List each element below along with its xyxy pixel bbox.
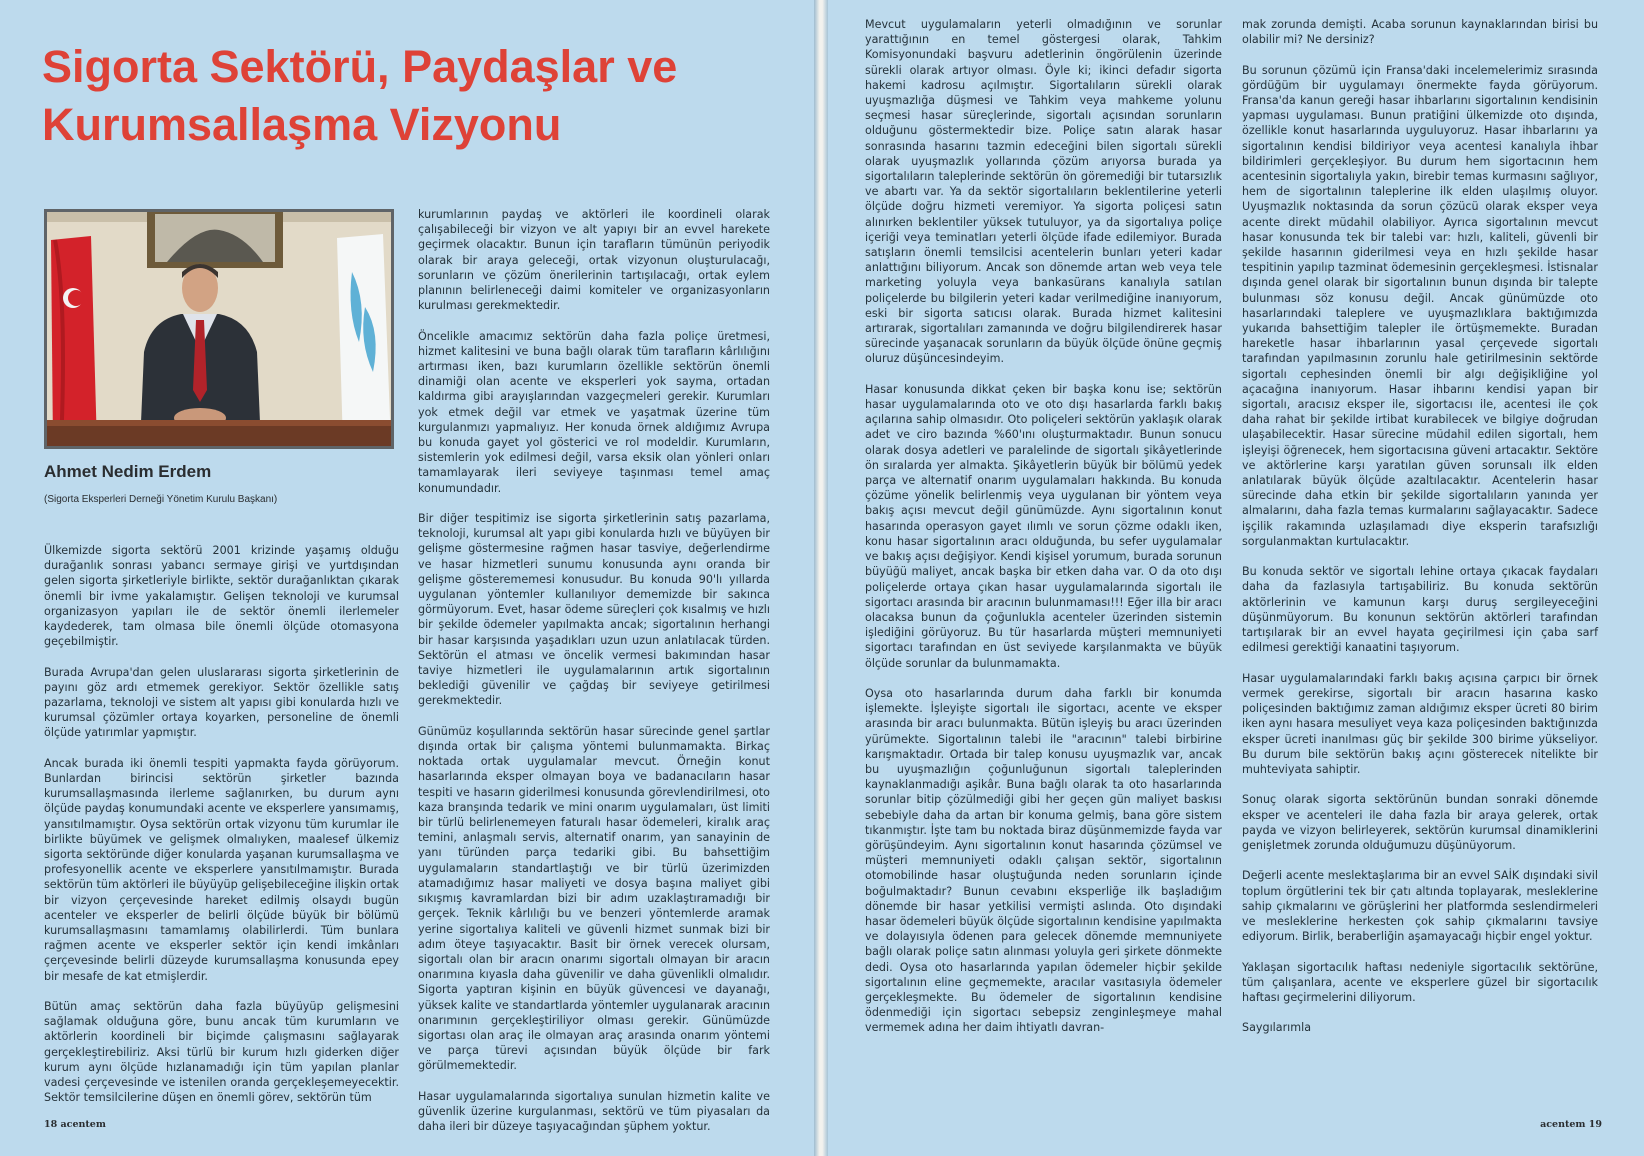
paragraph: Hasar konusunda dikkat çeken bir başka konu ise; sektörün hasar uygulamalarında oto ve oto dışı hasarlarda farklı bakış açılarına sahip olmasıdır. Oto poliçeleri sektörün yaklaşık olarak adet ve ciro bazında %60'ını oluşturmaktadır. Bunun sonucu olarak dosya adetleri ve paralelinde de sigortalı şikâyetlerinde ön sıralarda yer almakta. Şikâyetlerin büyük bir bölümü yedek parça ve alternatif onarım uygulamaları hakkında. Bu konuda çözüme yönelik belirlenmiş veya uygulanan bir yöntem veya bakış açısı mevcut değil günümüzde. Aynı sigortalının konut hasarında operasyon gayet ılımlı ve sorun çözme odaklı iken, konu hasar sigortalının aracı olduğunda, bu sefer uygulamalar ve bakış açısı değişiyor. Kendi kişisel yorumum, burada sorunun büyüğü maliyet, ancak başka bir etken daha var. O da oto dışı poliçelerde ortaya çıkan hasar uygulamalarında sigortalı ile sigortacı arasında bir aracının bulunmaması!!! Eğer illa bir aracı olacaksa bunun da çoğunlukla acenteler üzerinden sistemin işlediğini görüyoruz. Bu tür hasarlarda müşteri memnuniyeti sigortacı tarafından en üst seviyede karşılanmakta ve büyük ölçüde sorunlar da bulunmamakta. [865, 382, 1222, 670]
page-number-left: 18 acentem [44, 1119, 106, 1130]
text-column-1 [44, 543, 399, 1105]
paragraph: Bütün amaç sektörün daha fazla büyüyüp gelişmesini sağlamak olduğuna göre, bunu ancak tüm kurumların ve aktörlerin koordineli bir biçimde çalışmasını sağlayarak gerçekleştirebiliriz. Aksi türlü bir kurum hızlı giderken diğer kurum aynı ölçüde hızlanamadığı için tüm yapılan planlar vadesi çerçevesinde ve istenilen oranda gerçekleşemeyecektir. Sektör temsilcilerine düşen en önemli görev, sektörün tüm [44, 1000, 399, 1105]
paragraph: Değerli acente meslektaşlarıma bir an evvel SAİK dışındaki sivil toplum örgütlerini tek bir çatı altında toplayarak, mesleklerine sahip çıkmalarını ve görüşlerini her platformda seslendirmeleri ve mesleklerine herkesten çok sahip çıkmalarını tavsiye ediyorum. Birlik, beraberliğin aşamayacağı hiçbir engel yoktur. [1242, 869, 1598, 944]
paragraph: Sonuç olarak sigorta sektörünün bundan sonraki dönemde eksper ve acenteleri ile daha fazla bir araya gelerek, ortak payda ve vizyon belirleyerek, sektörün kurumsal dinamiklerini genişletmek zorunda olduğumuzu düşünüyorum. [1242, 793, 1598, 852]
left-page [0, 0, 814, 1156]
article-title-line-1: Sigorta Sektörü, Paydaşlar ve [42, 41, 678, 92]
author-name: Ahmet Nedim Erdem [44, 462, 212, 481]
paragraph: Bu konuda sektör ve sigortalı lehine ortaya çıkacak faydaları daha da fazlasıyla tartışabiliriz. Bu konuda sektörün aktörlerinin ve kamunun karşı duruş sergileyeceğini düşünmüyorum. Bu konunun sektörün aktörleri tarafından tartışılarak bir an evvel hayata geçirilmesi için çaba sarf edilmesi gerektiği kanaatini taşıyorum. [1242, 565, 1598, 655]
right-page [828, 0, 1644, 1156]
page-gutter [814, 0, 828, 1156]
paragraph: Hasar uygulamalarındaki farklı bakış açısına çarpıcı bir örnek vermek gerekirse, sigortalı bir aracın hasarına kasko poliçesinden baktığımız zaman aldığımız eksper ücreti 80 birim iken aynı hasara mesuliyet veya kaza poliçesinden baktığınızda eksper ücreti inanılması güç bir şekilde 300 birime yükseliyor. Bu durum bile sektörün bakış açını gösterecek nitelikte bir muhteviyata sahiptir. [1242, 671, 1598, 776]
paragraph: Ülkemizde sigorta sektörü 2001 krizinde yaşamış olduğu durağanlık sonrası yabancı sermaye girişi ve yurtdışından gelen sigorta şirketleriyle birlikte, sektör durağanlıktan çıkarak önemli bir ivme yakalamıştır. Gelişen teknoloji ve kurumsal organizasyon yapıları ile de sektör önemli ilerlemeler kaydederek, tam olmasa bile önemli ölçüde otomasyona geçebilmiştir. [44, 544, 399, 649]
article-title-line-2: Kurumsallaşma Vizyonu [42, 99, 562, 150]
paragraph: Ancak burada iki önemli tespiti yapmakta fayda görüyorum. Bunlardan birincisi sektörün şirketler bazında kurumsallaşmasında ilerleme sağlanırken, bu durum aynı ölçüde paydaş konumundaki acente ve eksperlere yansımamış, yansıtılmamıştır. Oysa sektörün ortak vizyonu tüm kurumlar ile birlikte büyümek ve gelişmek olmalıyken, maalesef ülkemiz sigorta sektöründe diğer konularda yaşanan kurumsallaşma ve profesyonellik acente ve eksperlere yansıtılmamıştır. Burada sektörün tüm aktörleri ile büyüyüp gelişebileceğine ilişkin ortak bir vizyon çerçevesinde hareket edilmiş olsaydı bugün acenteler ve eksperler de belirli ölçüde büyük bir bölümü kurumsallaşmasını tamamlamış olabilirlerdi. Tüm bunlara rağmen acente ve eksperler sektör için kendi imkânları çerçevesinde belirli düzeyde kurumsallaşma konusunda epey bir mesafe de kat etmişlerdir. [44, 756, 399, 983]
paragraph: Oysa oto hasarlarında durum daha farklı bir konumda işlemekte. İşleyişte sigortalı ile sigortacı, acente ve eksper arasında bir aracı bulunmakta. Bütün işleyiş bu aracı üzerinden yürümekte. Sigortalının talebi ile "aracının" talebi birbirine karışmaktadır. Ortada bir talep konusu uyuşmazlık var, ancak bu uyuşmazlığın çoğunluğunun sigortalı taleplerinden kaynaklanmadığı aşikâr. Buna bağlı olarak ta oto hasarlarında sorunlar bitip çözülmediği gibi her geçen gün maliyet baskısı sebebiyle daha da artan bir konuma gelmiş, bana göre sistem tıkanmıştır. İşte tam bu noktada biraz düşünmemizde fayda var görüşündeyim. Aynı sigortalının konut hasarında çözümsel ve müşteri memnuniyeti odaklı çalışan sektör, sigortalının otomobilinde hasar oluştuğunda neden sorunların içinde boğulmaktadır? Bunun cevabını eksperliğe ilk başladığım dönemde bir hasar yetkilisi vermişti aslında. Oto dışındaki hasar ödemeleri büyük ölçüde sigortalının kendisine yapılmakta ve dolayısıyla ödenen para gelecek dönemde memnuniyete bağlı olarak poliçe satın alınması yoluyla geri şirkete dönmekte dedi. Oysa oto hasarlarında yapılan ödemeler hiçbir şekilde sigortalının eline geçmemekte, aracılar vasıtasıyla ödemeler gerçekleşmekte. Bu ödemeler de sigortalının kendisine ödenmediği için sigortacı sebepsiz zenginleşmeye mahal vermemek adına her daim ihtiyatlı davran- [865, 686, 1222, 1035]
text-column-2 [418, 207, 770, 1134]
page-number-right: acentem 19 [1540, 1119, 1602, 1130]
paragraph: Bir diğer tespitimiz ise sigorta şirketlerinin satış pazarlama, teknoloji, kurumsal alt yapı gibi konularda hızlı ve büyüyen bir gelişme göstermesine rağmen hasar tasviye, değerlendirme ve hasar hizmetleri sunumu konusunda aynı oranda bir gelişme gösterememesi konusudur. Bu konuda 90'lı yıllarda uygulanan yöntemler kullanılıyor dememizde bir sakınca görmüyorum. Evet, hasar ödeme süreçleri çok kısalmış ve hızlı bir şekilde ödemeler yapılmakta ancak; sigortalının herhangi bir hasar karşısında yaşadıkları uzun uzun anlatılacak türden. Sektörün el atması ve öncelik vermesi bakımından hasar taviye hizmetleri ile uygulamalarının artık sigortalının beklediği güvenilir ve çağdaş bir seviyeye getirilmesi gerekmektedir. [418, 512, 770, 708]
paragraph: Mevcut uygulamaların yeterli olmadığının ve sorunlar yarattığının en temel göstergesi olarak, Tahkim Komisyonundaki başvuru adetlerinin öngörülenin üzerinde sürekli olarak artıyor olması. Öyle ki; ikinci defadır sigorta hakemi kadrosu açılmıştır. Sigortalıların sürekli olarak uyuşmazlığa düşmesi ve Tahkim veya mahkeme yolunu seçmesi hasar süreçlerinde, sigortalı açısından sorunların olduğunu göstermektedir bize. Poliçe satın alarak hasar sonrasında hasarını tazmin edeceğini bilen sigortalı sürekli olarak uyuşmazlık yollarında çözüm arıyorsa burada ya sigortalıların taleplerinde sektörün ön göremediği bir tutarsızlık ve abartı var. Ya da sektör sigortalıların beklentilerine yeterli ölçüde doğru hizmeti veremiyor. Ya sigorta poliçesi satın alınırken beklentiler yüksek tutuluyor, ya da sigortalıya poliçe içeriği veya teminatları yeterli ölçüde ifade edilemiyor. Burada satışların önemli temsilcisi acentelerin bunları yeteri kadar anlattığını biliyorum. Ancak son dönemde artan web veya tele marketing yoluyla veya bankasürans kanalıyla satılan poliçelerde bu bilgilerin yeteri kadar verilmediğine inanıyorum, eski bir sigorta satıcısı olarak. Burada hizmet kalitesini artırarak, sigortalıları zamanında ve doğru bilgilendirerek hasar sürecinde yaşanacak sorunların da büyük ölçüde önüne geçmiş oluruz düşüncesindeyim. [865, 18, 1222, 366]
paragraph: Günümüz koşullarında sektörün hasar sürecinde genel şartlar dışında ortak bir çalışma yöntemi bulunmamakta. Birkaç noktada ortak uygulamalar mevcut. Örneğin konut hasarlarında eksper olmayan boya ve badanacıların hasar tespiti ve hasarın giderilmesi konusunda görevlendirilmesi, oto kaza branşında tedarik ve mini onarım uygulamaları, üst limiti bir türlü belirlenemeyen faturalı hasar ödemeleri, kiralık araç temini, anlaşmalı servis, alternatif onarım, yan sanayinin de yanı türünden parça tedariki gibi. Bu bahsettiğim uygulamaların standartlaştığı ve bir türlü üzerimizden atamadığımız hasar maliyeti ve dosya başına maliyet gibi sıkışmış kavramlardan bizi bir adım uzaklaştıramadığı bir gerçek. Teknik kârlılığı bu ve benzeri yöntemlerde aramak yerine sigortalıya kaliteli ve güvenli hizmet sunmak bizi bir adım öteye taşıyacaktır. Basit bir örnek verecek olursam, sigortalı olan bir aracın onarımı sigortalı olmayan bir aracın onarımına kıyasla daha güvenilir ve daha güvenlikli olmalıdır. Sigorta yaptıran kişinin en büyük güvencesi ve dayanağı, yüksek kalite ve standartlarda yöntemler uygulanarak aracının onarımının gerçekleştiriliyor olması gerekir. Günümüzde sigortası olan araç ile olmayan araç arasında onarım yöntemi ve parça türevi açısından büyük ölçüde bir fark görülmemektedir. [418, 724, 770, 1073]
portrait-photo-icon [47, 212, 391, 446]
paragraph: Hasar uygulamalarında sigortalıya sunulan hizmetin kalite ve güvenlik üzerine kurgulanması, sektörü ve tüm piyasaları da daha ileri bir düzeye taşıyacağından şüphem yoktur. [418, 1089, 770, 1134]
paragraph: Bu sorunun çözümü için Fransa'daki incelemelerimiz sırasında gördüğüm bir uygulamayı önermekte fayda görüyorum. Fransa'da kanun gereği hasar ihbarlarını sigortalının kendisinin yapması uygulaması. Bunun pratiğini ülkemizde oto dışında, özellikle konut hasarlarında uyguluyoruz. Hasar ihbarlarını ya sigortalının kendisi bildiriyor veya acentesi kanalıyla ihbar bildirimleri gerçekleşiyor. Bu durum hem sigortacının hem acentesinin sigortalıyla yakın, birebir temas kurmasını sağlıyor, hem de sigortalının taleplerine ilk elden ulaşılmış oluyor. Uyuşmazlık noktasında da sorun çözücü olarak eksper veya acente direkt müdahil olabiliyor. Ayrıca sigortalının mevcut hasar konusunda tek bir talebi var: hızlı, kaliteli, güvenli bir şekilde hasarının giderilmesi veya en hızlı şekilde hasar tespitinin yapılıp tazminat ödemesinin gerçekleşmesi. İstisnalar dışında genel olarak bir sigortalının bunun dışında bir talepte bulunması söz konusu değil. Ancak günümüzde oto hasarlarındaki taleplere ve uyuşmazlıklara baktığımızda yukarıda bahsettiğim talepler ile örtüşmemekte. Buradan hareketle hasar ihbarlarının yasal çerçevede sigortalı tarafından yapılmasının zorunlu hale getirilmesinin sektörde sigortalı cephesinden önemli bir algı değişikliğine yol açacağına inanıyorum. Hasar ihbarını kendisi yapan bir sigortalı, aracısız eksper ile, sigortacısı ile, acentesi ile çok daha rahat bir şekilde irtibat kurabilecek ve bilgiye doğrudan ulaşabilecektir. Hasar sürecine müdahil edilen sigortalı, hem işleyişi öğrenecek, hem sigortacısına güveni artacaktır. Sektöre ve aktörlerine karşı yaratılan güven sorunsalı ilk elden anlatılarak büyük ölçüde azaltılacaktır. Acentelerin hasar sürecinde daha etkin bir şekilde sigortalıların yanında yer almalarını, daha fazla temas kurmalarını sağlayacaktır. Sadece işçilik rakamında uzlaşılamadı diye eksperin tarafsızlığı sorgulanmaktan kurtulacaktır. [1242, 63, 1598, 548]
author-photo [44, 209, 394, 449]
paragraph: mak zorunda demişti. Acaba sorunun kaynaklarından birisi bu olabilir mi? Ne dersiniz? [1242, 18, 1598, 47]
text-column-4 [1242, 17, 1598, 1036]
paragraph: Öncelikle amacımız sektörün daha fazla poliçe üretmesi, hizmet kalitesini ve buna bağlı olarak tüm tarafların kârlılığını artırması iken, bazı kurumların özellikle sektörün önemli dinamiği olan acente ve eksperleri yok sayma, ortadan kaldırma gibi arayışlarından vazgeçmeleri gerekir. Kurumları yok etmek değil var etmek ve yaşatmak üzerine tüm kurgulanmızı yapmalıyız. Her konuda örnek aldığımız Avrupa bu konuda gayet yol gösterici ve rol modeldir. Kurumların, sistemlerin yok edilmesi değil, varsa eksik olan yönleri onları tamamlayarak ileri seviyeye taşınması temel amaç konumundadır. [418, 329, 770, 495]
signoff: Saygılarımla [1242, 1021, 1312, 1035]
paragraph: Yaklaşan sigortacılık haftası nedeniyle sigortacılık sektörüne, tüm çalışanlara, acente ve eksperlere güzel bir sigortacılık haftası geçirmelerini diliyorum. [1242, 960, 1598, 1004]
author-affiliation: (Sigorta Eksperleri Derneği Yönetim Kurulu Başkanı) [44, 494, 278, 505]
paragraph: kurumlarının paydaş ve aktörleri ile koordineli olarak çalışabileceği bir vizyon ve alt yapıyı bir an evvel harekete geçirmek olacaktır. Bunun için tarafların tümünün periyodik olarak bir araya geleceği, ortak vizyonun oluşturulacağı, sorunların ve çözüm önerilerinin tartışılacağı, ortak eylem planının belirleneceği daimi komiteler ve organizasyonların kurulması gerekmektedir. [418, 208, 770, 313]
text-column-3 [865, 17, 1222, 1036]
article-title [42, 38, 782, 154]
paragraph: Burada Avrupa'dan gelen uluslararası sigorta şirketlerinin de payını göz ardı etmemek gerekiyor. Sektör özellikle satış pazarlama, teknoloji ve sistem alt yapısı gibi konularda hızlı ve kurumsal çözümler ortaya koyarken, personeline de önemli ölçüde yatırımlar yapmıştır. [44, 665, 399, 740]
